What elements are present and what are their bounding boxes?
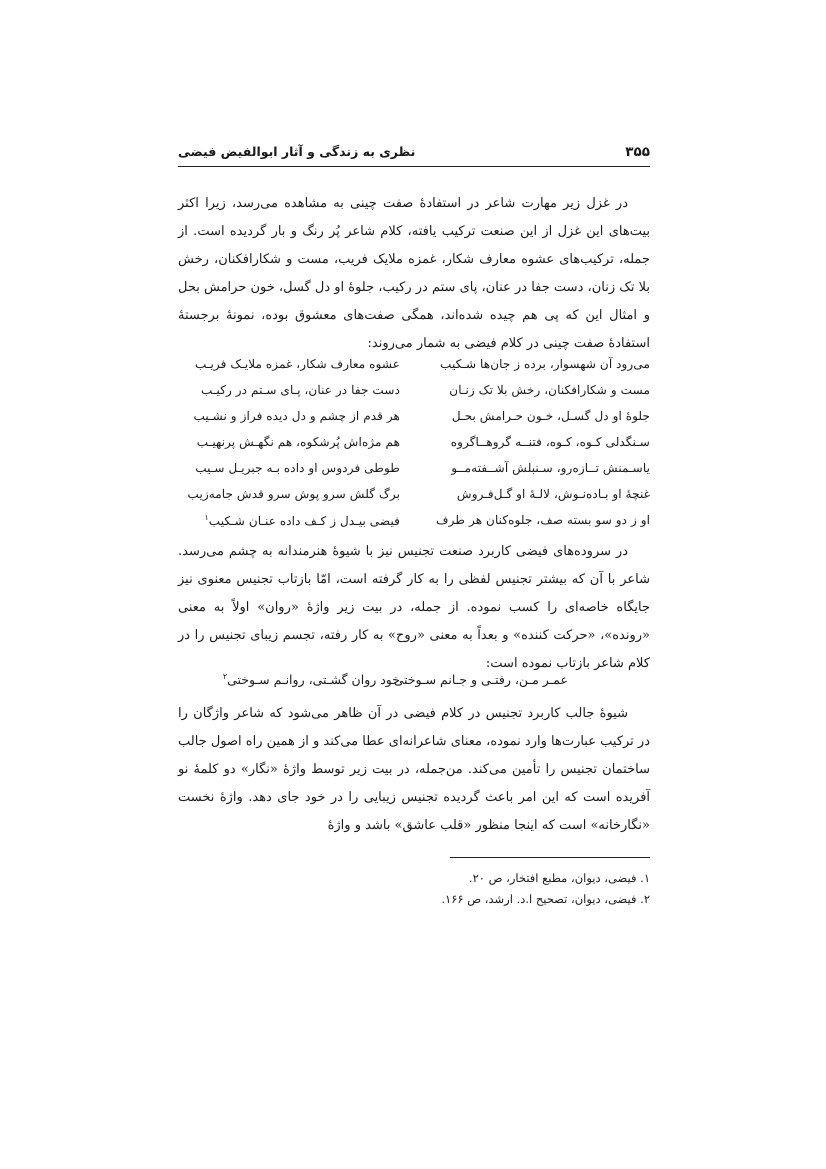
hemistich-second: دست جفا در عنان، پـای سـتم در رکیـب — [201, 383, 400, 397]
footnote-rule — [450, 857, 650, 858]
hemistich-first: می‌رود آن شهسوار، برده ز جان‌ها شـکیب — [440, 357, 650, 371]
hemistich-first: او ز دو سو بسته صف، جلوه‌کنان هر طرف — [436, 513, 650, 527]
page-number: ۳۵۵ — [625, 144, 650, 160]
ghazal-verses — [178, 353, 650, 535]
verse-row — [178, 431, 650, 457]
paragraph-text: در غزل زیر مهارت شاعر در استفادۀ صفت چینی به مشاهده می‌رسد، زیرا اکثر بیت‌های این غزل از این صنعت ترکیب یافته، کلام شاعر پُر رنگ و بار گردیده است. از جمله، ترکیب‌های عشوه معارف شکار، غمزه ملایک فریب، مست و شکارافکنان، رخش بلا تک زنان، دست جفا در عنان، پای ستم در رکیب، جلوۀ او دل گسل، خون حرامش بحل و امثال این که پی هم چیده شده‌اند، همگی صفت‌های معشوق بوده، نمونۀ برجستۀ استفادۀ صفت چینی در کلام فیضی به شمار می‌روند: — [178, 196, 650, 351]
hemistich-first: مست و شکارافکنان، رخش بلا تک زنـان — [449, 383, 650, 397]
hemistich-second: هر قدم از چشم و دل دیده فراز و نشـیب — [193, 409, 400, 423]
hemistich-first: جلوۀ او دل گسـل، خـون حـرامش بحـل — [451, 409, 650, 423]
paragraph-text: شیوۀ جالب کاربرد تجنیس در کلام فیضی در آن ظاهر می‌شود که شاعر واژگان را در ترکیب عبارت‌ها وارد نموده، معنای شاعرانه‌ای عطا می‌کند و از همین راه اصول جالب ساختمان تجنیس را تأمین می‌کند. من‌جمله، در بیت زیر توسط واژۀ «نگار» دو کلمۀ نو آفریده است که این امر باعث گردیده تجنیس زیبایی را در خود جای دهد. واژۀ نخست «نگارخانه» است که اینجا منظور «قلب عاشق» باشد و واژۀ — [178, 706, 650, 833]
verse-row — [178, 405, 650, 431]
footnotes — [178, 868, 650, 910]
verse-row — [178, 483, 650, 509]
verse-row — [178, 379, 650, 405]
verse-row — [178, 509, 650, 535]
hemistich-first: غنچۀ او بـاده‌نـوش، لالـۀ او گـل‌فـروش — [456, 487, 650, 501]
paragraph-intro — [178, 190, 650, 358]
hemistich-second: فیضی بیـدل ز کـف داده عنـان شـکیب$^۱$ — [204, 513, 400, 529]
hemistich-second: برگ گلش سرو پوش سرو قدش جامه‌زیب — [187, 487, 400, 501]
hemistich-second: طوطی فردوس او داده بـه جبریـل سـیب — [195, 461, 400, 475]
header-rule — [178, 166, 650, 167]
example-verse — [178, 672, 650, 696]
hemistich-first: سـنگدلی کـوه، کـوه، فتنــه گروهــاگروه — [450, 435, 650, 449]
hemistich-second: عشوه معارف شکار، غمزه ملایـک فریـب — [195, 357, 400, 371]
footnote: ۲. فیضی، دیوان، تصحیح ا.د. ارشد، ص ۱۶۶. — [441, 892, 650, 906]
running-head — [178, 140, 650, 164]
verse-row — [178, 457, 650, 483]
hemistich-second: خود روان گشـتی، روانـم سـوختی$^۲$ — [222, 672, 400, 688]
footnote: ۱. فیضی، دیوان، مطبع افتخار، ص ۲۰. — [468, 871, 650, 885]
footnote-marker: ۲ — [222, 672, 228, 681]
paragraph-text: در سروده‌های فیضی کاربرد صنعت تجنیس نیز با شیوۀ هنرمندانه به چشم می‌رسد. شاعر با آن که بیشتر تجنیس لفظی را به کار گرفته است، امّا بازتاب تجنیس معنوی نیز جایگاه خاصه‌ای را کسب نموده. از جمله، در بیت زیر واژۀ «روان» اولاً به معنی «رونده»، «حرکت کننده» و بعداً به معنی «روح» به کار رفته، تجسم زیبای تجنیس را در کلام شاعر بازتاب نموده است: — [178, 544, 650, 671]
footnote-marker: ۱ — [204, 513, 209, 522]
paragraph-nigar — [178, 700, 650, 840]
hemistich-first: عمـر مـن، رفتـی و جـانم سـوختی — [393, 672, 568, 687]
hemistich-first: یاسـمنش تــازه‌رو، سـنبلش آشــفته‌مــو — [451, 461, 650, 475]
hemistich-second: هم مژه‌اش پُرشکوه، هم نگهـش پرنهیـب — [196, 435, 400, 449]
running-title: نظری به زندگی و آثار ابوالفیض فیضی — [178, 144, 416, 159]
verse-row — [178, 353, 650, 379]
paragraph-tajnis — [178, 538, 650, 678]
